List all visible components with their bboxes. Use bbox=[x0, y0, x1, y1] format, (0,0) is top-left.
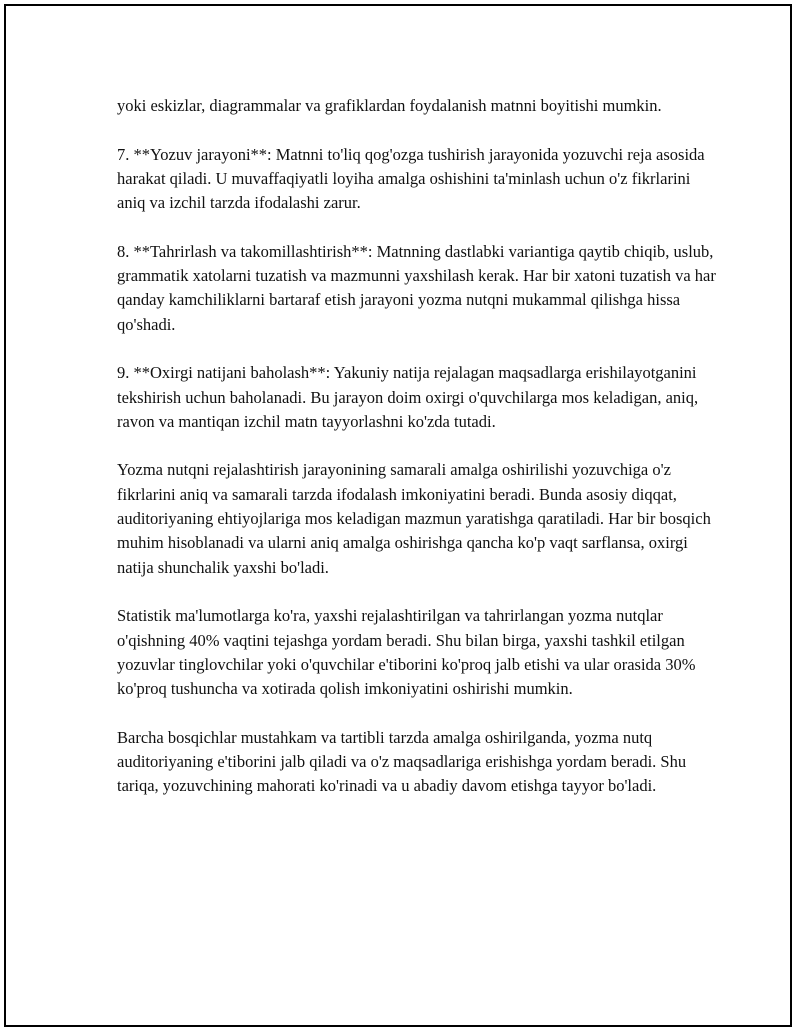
paragraph: Yozma nutqni rejalashtirish jarayonining samarali amalga oshirilishi yozuvchiga o'z fikrlarini aniq va samarali tarzda ifodalash imkoniyatini beradi. Bunda asosiy diqqat, auditoriyaning ehtiyojlariga mos keladigan mazmun yaratishga qaratiladi. Har bir bosqich muhim hisoblanadi va ularni aniq amalga oshirishga qancha ko'p vaqt sarflansa, oxirgi natija shunchalik yaxshi bo'ladi. bbox=[117, 460, 711, 577]
paragraph: 8. **Tahrirlash va takomillashtirish**: Matnning dastlabki variantiga qaytib chiqib, uslub, grammatik xatolarni tuzatish va mazmunni yaxshilash kerak. Har bir xatoni tuzatish va har qanday kamchiliklarni bartaraf etish jarayoni yozma nutqni mukammal qilishga hissa qo'shadi. bbox=[117, 241, 716, 334]
paragraph: 9. **Oxirgi natijani baholash**: Yakuniy natija rejalagan maqsadlarga erishilayotganini tekshirish uchun baholanadi. Bu jarayon doim oxirgi o'quvchilarga mos keladigan, aniq, ravon va mantiqan izchil matn tayyorlashni ko'zda tutadi. bbox=[117, 363, 699, 431]
paragraph: Statistik ma'lumotlarga ko'ra, yaxshi rejalashtirilgan va tahrirlangan yozma nutqlar o'qishning 40% vaqtini tejashga yordam beradi. Shu bilan birga, yaxshi tashkil etilgan yozuvlar tinglovchilar yoki o'quvchilar e'tiborini ko'proq jalb etishi va ular orasida 30% ko'proq tushuncha va xotirada qolish imkoniyatini oshirishi mumkin. bbox=[117, 606, 696, 699]
document-body bbox=[117, 94, 717, 823]
paragraph: 7. **Yozuv jarayoni**: Matnni to'liq qog'ozga tushirish jarayonida yozuvchi reja asosida harakat qiladi. U muvaffaqiyatli loyiha amalga oshishini ta'minlash uchun o'z fikrlarini aniq va izchil tarzda ifodalashi zarur. bbox=[117, 144, 705, 213]
paragraph: yoki eskizlar, diagrammalar va grafiklardan foydalanish matnni boyitishi mumkin. bbox=[117, 96, 662, 115]
paragraph: Barcha bosqichlar mustahkam va tartibli tarzda amalga oshirilganda, yozma nutq auditoriyaning e'tiborini jalb qiladi va o'z maqsadlariga erishishga yordam beradi. Shu tariqa, yozuvchining mahorati ko'rinadi va u abadiy davom etishga tayyor bo'ladi. bbox=[117, 727, 687, 796]
page-frame bbox=[4, 4, 792, 1027]
